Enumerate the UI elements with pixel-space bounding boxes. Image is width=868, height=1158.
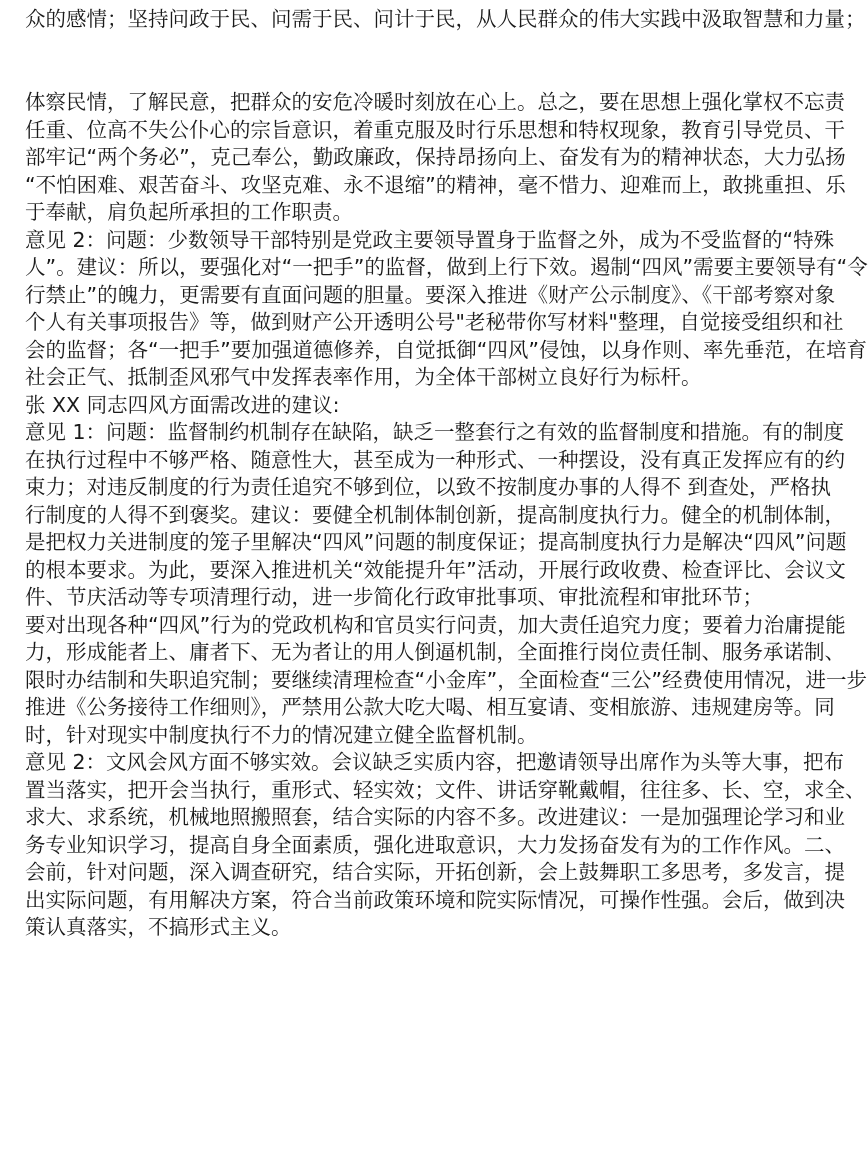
text-line: 在执行过程中不够严格、随意性大，甚至成为一种形式、一种摆设，没有真正发挥应有的约 — [25, 447, 845, 472]
text-line: 行制度的人得不到褒奖。建议：要健全机制体制创新，提高制度执行力。健全的机制体制， — [25, 502, 845, 527]
text-line: “不怕困难、艰苦奋斗、攻坚克难、永不退缩”的精神，毫不惜力、迎难而上，敢挑重担、乐 — [25, 172, 846, 197]
text-line: 出实际问题，有用解决方案，符合当前政策环境和院实际情况，可操作性强。会后，做到决 — [25, 887, 845, 912]
text-line: 个人有关事项报告》等，做到财产公开透明公号"老秘带你写材料"整理，自觉接受组织和社 — [25, 310, 844, 334]
top-fragment — [25, 6, 866, 34]
text-line: 意见 2：文风会风方面不够实效。会议缺乏实质内容，把邀请领导出席作为头等大事，把布 — [25, 750, 845, 774]
text-line: 行禁止”的魄力，更需要有直面问题的胆量。要深入推进《财产公示制度》、《干部考察对象 — [25, 282, 836, 307]
text-line: 会前，针对问题，深入调查研究，结合实际，开拓创新，会上鼓舞职工多思考，多发言，提 — [25, 860, 845, 884]
text-line: 束力；对违反制度的行为责任追究不够到位，以致不按制度办事的人得不 到查处，严格执 — [25, 475, 832, 499]
text-line: 意见 1：问题：监督制约机制存在缺陷，缺乏一整套行之有效的监督制度和措施。有的制度 — [25, 420, 845, 444]
text-line: 力，形成能者上、庸者下、无为者让的用人倒逼机制，全面推行岗位责任制、服务承诺制、 — [25, 640, 845, 664]
text-line: 任重、位高不失公仆心的宗旨意识，着重克服及时行乐思想和特权现象，教育引导党员、干 — [25, 117, 845, 142]
text-line: 时，针对现实中制度执行不力的情况建立健全监督机制。 — [25, 722, 538, 747]
text-line: 意见 2：问题：少数领导干部特别是党政主要领导置身于监督之外，成为不受监督的“特殊 — [25, 227, 835, 252]
text-line: 件、节庆活动等专项清理行动，进一步简化行政审批事项、审批流程和审批环节； — [25, 585, 763, 609]
text-line: 的根本要求。为此，要深入推进机关“效能提升年”活动，开展行政收费、检查评比、会议文 — [25, 557, 846, 582]
text-line: 务专业知识学习，提高自身全面素质，强化进取意识，大力发扬奋发有为的工作作风。二、 — [25, 832, 845, 857]
text-line: 置当落实，把开会当执行，重形式、轻实效；文件、讲话穿靴戴帽，往往多、长、空，求全、 — [25, 777, 866, 802]
text-line: 社会正气、抵制歪风邪气中发挥表率作用，为全体干部树立良好行为标杆。 — [25, 365, 702, 389]
document-body — [25, 89, 868, 942]
text-line: 张 XX 同志四风方面需改进的建议: — [25, 392, 340, 417]
text-line: 众的感情；坚持问政于民、问需于民、问计于民，从人民群众的伟大实践中汲取智慧和力量； — [25, 7, 866, 31]
text-line: 人”。建议：所以，要强化对“一把手”的监督，做到上行下效。遏制“四风”需要主要领导有“令 — [25, 255, 868, 279]
text-line: 限时办结制和失职追究制；要继续清理检查“小金库”，全面检查“三公”经费使用情况，进一步 — [25, 667, 867, 692]
text-line: 于奉献，肩负起所承担的工作职责。 — [25, 200, 353, 224]
text-line: 会的监督；各“一把手”要加强道德修养，自觉抵御“四风”侵蚀，以身作则、率先垂范，在培育 — [25, 337, 867, 362]
text-line: 求大、求系统，机械地照搬照套，结合实际的内容不多。改进建议：一是加强理论学习和业 — [25, 805, 845, 829]
text-line: 推进《公务接待工作细则》，严禁用公款大吃大喝、相互宴请、变相旅游、违规建房等。同 — [25, 695, 835, 719]
text-line: 要对出现各种“四风”行为的党政机构和官员实行问责，加大责任追究力度；要着力治庸提能 — [25, 612, 846, 637]
text-line: 策认真落实，不搞形式主义。 — [25, 915, 292, 939]
text-line: 体察民情，了解民意，把群众的安危冷暖时刻放在心上。总之，要在思想上强化掌权不忘责 — [25, 90, 845, 114]
text-line: 部牢记“两个务必”，克己奉公，勤政廉政，保持昂扬向上、奋发有为的精神状态，大力弘扬 — [25, 145, 846, 169]
text-line: 是把权力关进制度的笼子里解决“四风”问题的制度保证；提高制度执行力是解决“四风”问题 — [25, 530, 847, 554]
